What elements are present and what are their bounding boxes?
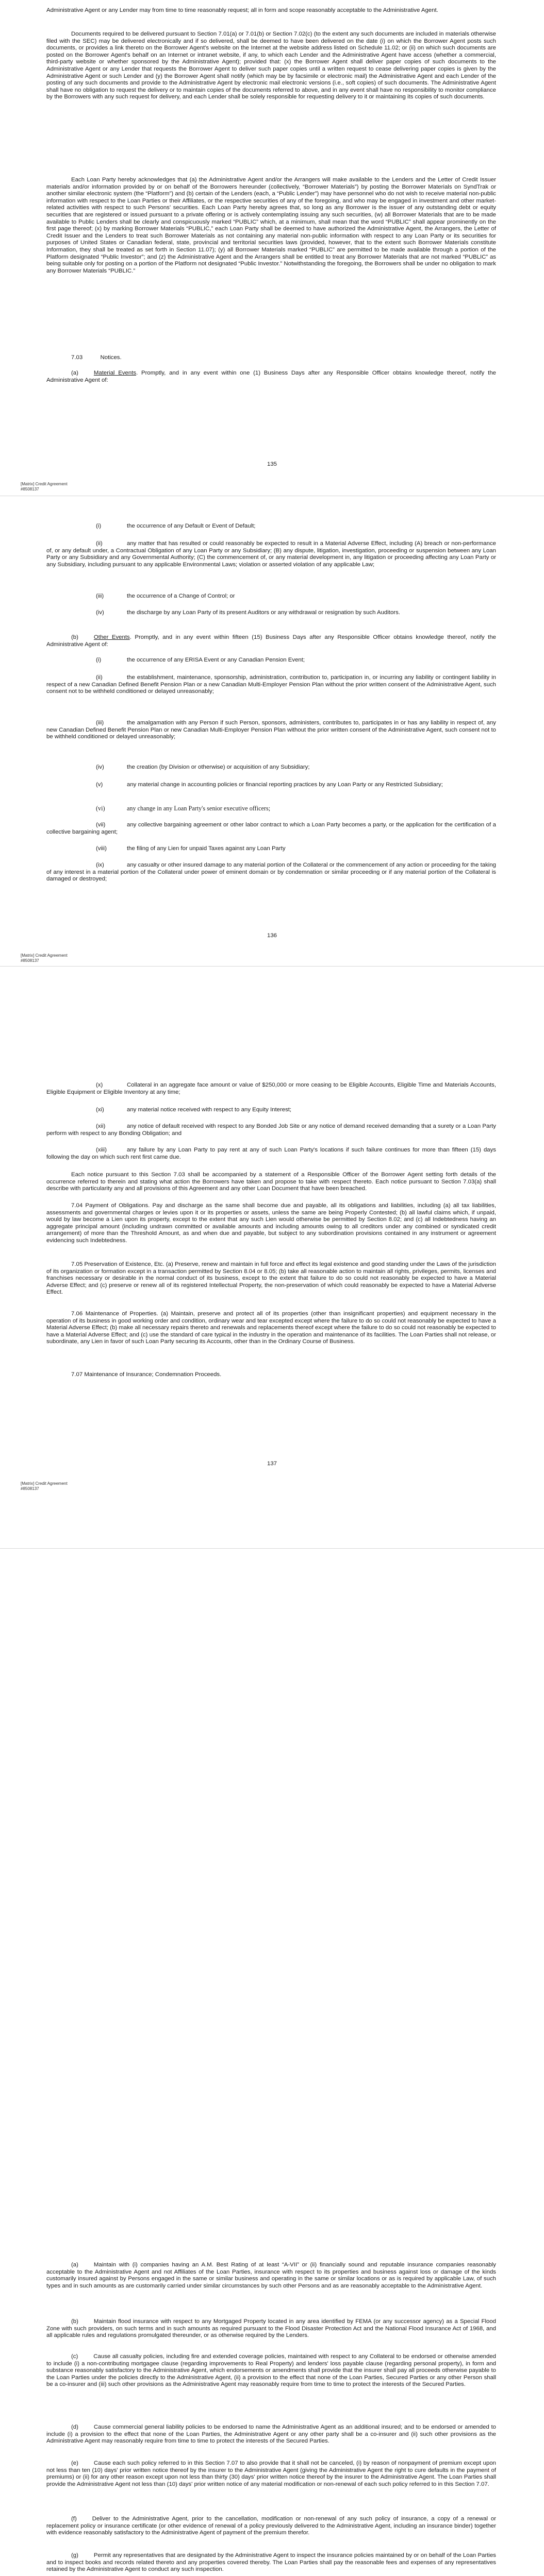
item-text: any collective bargaining agreement or other labor contract to which a Loan Party becomes a party, or the application for the certification of a collective bargaining agent; xyxy=(46,822,496,835)
section-7-07f xyxy=(46,2516,496,2537)
footer xyxy=(21,482,68,492)
section-7-03b xyxy=(46,634,496,648)
item-mark: (v) xyxy=(96,782,103,788)
page-divider xyxy=(0,1548,544,1549)
section-7-05: 7.05 Preservation of Existence, Etc. (a) Preserve, renew and maintain in full force and effect its legal existence and good standing under the Laws of the jurisdiction of its organization or formation except in a transaction permitted by Section 8.04 or 8.05; (b) take all reasonable action to maintain all rights, privileges, permits, licenses and franchises necessary or desirable in the normal conduct of its business, except to the extent that failure to do so could not reasonably be expected to have a Material Adverse Effect; and (c) preserve or renew all of its registered Intellectual Property, the non-preservation of which could reasonably be expected to have a Material Adverse Effect. xyxy=(46,1261,496,1296)
section-7-07a xyxy=(46,2262,496,2290)
item-mark: (iii) xyxy=(96,720,104,726)
clause-mark: (a) xyxy=(71,370,78,376)
list-item xyxy=(46,822,496,836)
item-text: the occurrence of a Change of Control; or xyxy=(127,593,235,599)
item-mark: (ii) xyxy=(96,674,103,681)
list-item xyxy=(46,609,496,617)
item-mark: (iv) xyxy=(96,764,104,770)
item-text: any notice of default received with respect to any Bonded Job Site or any notice of demand received demanding that a surety or a Loan Party perform with respect to any Bonding Obligation; and xyxy=(46,1123,496,1137)
list-item xyxy=(46,1123,496,1137)
item-mark: (xiii) xyxy=(96,1147,107,1153)
list-item xyxy=(46,657,496,664)
intro-paragraph: Administrative Agent or any Lender may from time to time reasonably request; all in form and scope reasonably acceptable to the Administrative Agent. xyxy=(46,7,438,13)
item-mark: (vii) xyxy=(96,822,106,828)
list-item xyxy=(46,1107,496,1114)
item-text: Collateral in an aggregate face amount or value of $250,000 or more ceasing to be Eligible Accounts, Eligible Time and Materials Accounts, Eligible Equipment or Eligible Inventory at any time; xyxy=(46,1082,496,1095)
list-item xyxy=(46,523,496,530)
each-notice-paragraph: Each notice pursuant to this Section 7.03 shall be accompanied by a statement of a Responsible Officer of the Borrower Agent setting forth details of the occurrence referred to therein and stating what action the Borrowers have taken and propose to take with respect thereto. Each notice pursuant to Section 7.03(a) shall describe with particularity any and all provisions of this Agreement and any other Loan Document that have been breached. xyxy=(46,1172,496,1192)
item-mark: (i) xyxy=(96,523,102,529)
list-item xyxy=(46,1082,496,1096)
section-7-07-heading: 7.07 Maintenance of Insurance; Condemnation Proceeds. xyxy=(71,1371,222,1378)
clause-heading: Other Events xyxy=(93,634,130,640)
section-7-07e xyxy=(46,2460,496,2488)
list-item xyxy=(46,805,496,812)
item-text: any casualty or other insured damage to any material portion of the Collateral or the commencement of any action or proceeding for the taking of any interest in a material portion of the Collateral under power of eminent domain or by condemnation or similar proceeding or if any material portion of the Collateral is damaged or destroyed; xyxy=(46,862,496,883)
list-item xyxy=(46,540,496,568)
section-7-07d xyxy=(46,2424,496,2445)
item-text: the discharge by any Loan Party of its present Auditors or any withdrawal or resignation by such Auditors. xyxy=(127,609,400,616)
footer-doc-id: #8508137 xyxy=(21,487,39,492)
list-item xyxy=(46,782,496,789)
footer xyxy=(21,953,68,963)
item-text: any change in any Loan Party's senior executive officers; xyxy=(127,805,271,812)
footer-title: [Matrix] Credit Agreement xyxy=(21,482,68,486)
footer-doc-id: #8508137 xyxy=(21,958,39,963)
item-mark: (vi) xyxy=(96,805,105,812)
clause-text: . Promptly, and in any event within one (1) Business Days after any Responsible Officer obtains knowledge thereof, notify the Administrative Agent of: xyxy=(46,370,497,383)
item-mark: (x) xyxy=(96,1082,103,1088)
item-text: the amalgamation with any Person if such Person, sponsors, administers, contributes to, participates in or has any liability in respect of, any new Canadian Defined Benefit Pension Plan or new Canadian Multi-Employer Pension Plan without the prior written consent of the Administrative Agent, such consent not to be withheld conditioned or delayed unreasonably; xyxy=(46,720,496,740)
clause-mark: (d) xyxy=(71,2424,78,2430)
clause-text: Permit any representatives that are designated by the Administrative Agent to inspect the insurance policies maintained by or on behalf of the Loan Parties and to inspect books and records related thereto and any properties covered thereby. The Loan Parties shall pay the reasonable fees and expenses of any representatives retained by the Administrative Agent to conduct any such inspection. xyxy=(46,2552,496,2573)
section-7-03-heading xyxy=(71,354,521,362)
item-mark: (viii) xyxy=(96,845,107,852)
item-text: any material notice received with respect to any Equity Interest; xyxy=(127,1107,292,1113)
clause-mark: (g) xyxy=(71,2552,78,2558)
item-text: the occurrence of any Default or Event of Default; xyxy=(127,523,256,529)
clause-text: Cause each such policy referred to in this Section 7.07 to also provide that it shall not be canceled, (i) by reason of nonpayment of premium except upon not less than ten (10) days' prior written notice thereof by the insurer to the Administrative Agent (giving the Administrative Agent the right to cure defaults in the payment of premiums) or (ii) for any other reason except upon not less than thirty (30) days' prior written notice thereof by the insurer to the Administrative Agent. The Loan Parties shall provide the Administrative Agent not less than (10) days' prior written notice of any material modification or non-renewal of each such policy referred to in this Section 7.07. xyxy=(46,2460,496,2487)
page-number: 137 xyxy=(267,1461,277,1467)
list-item xyxy=(46,764,496,771)
item-mark: (iii) xyxy=(96,593,104,599)
item-text: any failure by any Loan Party to pay rent at any of such Loan Party's locations if such failure continues for more than fifteen (15) days following the day on which such rent first came due. xyxy=(46,1147,496,1160)
borrower-materials-paragraph: Each Loan Party hereby acknowledges that (a) the Administrative Agent and/or the Arrangers will make available to the Lenders and the Letter of Credit Issuer materials and/or information provided by or on behalf of the Borrowers hereunder (collectively, “Borrower Materials”) by posting the Borrower Materials on SyndTrak or another similar electronic system (the “Platform”) and (b) certain of the Lenders (each, a “Public Lender”) may have personnel who do not wish to receive material non-public information with respect to the Loan Parties or their Affiliates, or the respective securities of any of the foregoing, and who may be engaged in investment and other market-related activities with respect to such Persons' securities. Each Loan Party hereby agrees that, so long as any Borrower is the issuer of any outstanding debt or equity securities that are registered or issued pursuant to a private offering or is actively contemplating issuing any such securities, (w) all Borrower Materials that are to be made available to Public Lenders shall be clearly and conspicuously marked “PUBLIC” which, at a minimum, shall mean that the word “PUBLIC” shall appear prominently on the first page thereof; (x) by marking Borrower Materials “PUBLIC,” each Loan Party shall be deemed to have authorized the Administrative Agent, the Arrangers, the Letter of Credit Issuer and the Lenders to treat such Borrower Materials as not containing any material non-public information with respect to any Loan Party or its securities for purposes of United States or Canadian federal, state, provincial and territorial securities laws (provided, however, that to the extent such Borrower Materials constitute Information, they shall be treated as set forth in Section 11.07); (y) all Borrower Materials marked “PUBLIC” are permitted to be made available through a portion of the Platform designated “Public Investor”; and (z) the Administrative Agent and the Arrangers shall be entitled to treat any Borrower Materials that are not marked “PUBLIC” as being suitable only for posting on a portion of the Platform not designated “Public Investor.” Notwithstanding the foregoing, the Borrowers shall be under no obligation to mark any Borrower Materials “PUBLIC.” xyxy=(46,177,496,274)
clause-text: Maintain with (i) companies having an A.M. Best Rating of at least “A-VII” or (ii) financially sound and reputable insurance companies reasonably acceptable to the Administrative Agent and not Affiliates of the Loan Parties, insurance with respect to its properties and business against loss or damage of the kinds customarily insured against by Persons engaged in the same or similar business and operating in the same or similar locations or as is required by applicable Law, of such types and in such amounts as are customarily carried under similar circumstances by such other Persons and as are reasonably acceptable to the Administrative Agent. xyxy=(46,2262,496,2289)
list-item xyxy=(46,593,496,600)
item-text: any matter that has resulted or could reasonably be expected to result in a Material Adverse Effect, including (A) breach or non-performance of, or any default under, a Contractual Obligation of any Loan Party or any Subsidiary; (B) any dispute, litigation, investigation, proceeding or suspension between any Loan Party or any Subsidiary and any Governmental Authority; (C) the commencement of, or any material development in, any litigation or proceeding affecting any Loan Party or any Subsidiary, including pursuant to any applicable Environmental Laws; violation or asserted violation of any applicable Law; xyxy=(46,540,496,568)
clause-text: Deliver to the Administrative Agent, prior to the cancellation, modification or non-renewal of any such policy of insurance, a copy of a renewal or replacement policy or insurance certificate (or other evidence of renewal of a policy previously delivered to the Administrative Agent, including an insurance binder) together with evidence reasonably satisfactory to the Administrative Agent of payment of the premium therefor. xyxy=(46,2516,496,2536)
item-mark: (i) xyxy=(96,657,102,663)
clause-mark: (f) xyxy=(71,2516,77,2522)
section-7-06: 7.06 Maintenance of Properties. (a) Maintain, preserve and protect all of its properties (other than insignificant properties) and equipment necessary in the operation of its business in good working order and condition, ordinary wear and tear excepted except where the failure to do so could not reasonably be expected to have a Material Adverse Effect; (b) make all necessary repairs thereto and renewals and replacements thereof except where the failure to do so could not reasonably be expected to have a Material Adverse Effect; and (c) use the standard of care typical in the industry in the operation and maintenance of its facilities. The Loan Parties shall not release, or subordinate, any Lien in favor of such Loan Party securing its Accounts, other than in the Ordinary Course of Business. xyxy=(46,1311,496,1345)
section-7-04: 7.04 Payment of Obligations. Pay and discharge as the same shall become due and payable, all its obligations and liabilities, including (a) all tax liabilities, assessments and governmental charges or levies upon it or its properties or assets, unless the same are being Properly Contested; (b) all lawful claims which, if unpaid, would by law become a Lien upon its property, except to the extent that any such Lien would otherwise be permitted by Section 8.02; and (c) all Indebtedness having an aggregate principal amount (including undrawn committed or available amounts and including amounts owing to all creditors under any combined or syndicated credit arrangement) of more than the Threshold Amount, as and when due and payable, but subject to any subordination provisions contained in any instrument or agreement evidencing such Indebtedness. xyxy=(46,1202,496,1244)
page-divider xyxy=(0,966,544,967)
clause-heading: Material Events xyxy=(93,370,137,376)
footer xyxy=(21,1481,68,1492)
list-item xyxy=(46,1147,496,1161)
clause-mark: (e) xyxy=(71,2460,78,2466)
item-text: the filing of any Lien for unpaid Taxes against any Loan Party xyxy=(127,845,286,852)
clause-text: Cause commercial general liability policies to be endorsed to name the Administrative Agent as an additional insured; and to be endorsed or amended to include (i) a provision to the effect that none of the Loan Parties, the Administrative Agent or any other party shall be a co-insurer and (ii) such other provisions as the Administrative Agent may reasonably require from time to time to protect the interests of the Secured Parties. xyxy=(46,2424,496,2445)
list-item xyxy=(46,845,496,853)
list-item xyxy=(46,720,496,741)
item-text: any material change in accounting policies or financial reporting practices by any Loan Party or any Restricted Subsidiary; xyxy=(127,782,443,788)
section-7-07c xyxy=(46,2353,496,2388)
page-number: 136 xyxy=(267,933,277,939)
clause-mark: (b) xyxy=(71,634,78,640)
item-text: the creation (by Division or otherwise) or acquisition of any Subsidiary; xyxy=(127,764,310,770)
section-7-07b xyxy=(46,2318,496,2340)
footer-title: [Matrix] Credit Agreement xyxy=(21,953,68,958)
item-mark: (ii) xyxy=(96,540,103,547)
section-title: Notices. xyxy=(100,354,122,361)
item-mark: (ix) xyxy=(96,862,104,868)
footer-title: [Matrix] Credit Agreement xyxy=(21,1481,68,1486)
clause-mark: (a) xyxy=(71,2262,78,2268)
clause-text: Maintain flood insurance with respect to any Mortgaged Property located in any area identified by FEMA (or any successor agency) as a Special Flood Zone with such providers, on such terms and in such amounts as required pursuant to the Flood Disaster Protection Act and the National Flood Insurance Act of 1968, and all applicable rules and regulations promulgated thereunder, or as otherwise required by the Lenders. xyxy=(46,2318,496,2339)
clause-mark: (b) xyxy=(71,2318,78,2325)
section-7-03a xyxy=(46,370,496,384)
item-text: the establishment, maintenance, sponsorship, administration, contribution to, participation in, or incurring any liability or contingent liability in respect of a new Canadian Defined Benefit Pension Plan or a new Canadian Multi-Employer Pension Plan without the prior written consent of the Administrative Agent, such consent not to be withheld conditioned or delayed unreasonably; xyxy=(46,674,496,695)
footer-doc-id: #8508137 xyxy=(21,1486,39,1491)
clause-mark: (c) xyxy=(71,2353,78,2360)
section-7-07g xyxy=(46,2552,496,2573)
clause-text: Cause all casualty policies, including fire and extended coverage policies, maintained with respect to any Collateral to be endorsed or otherwise amended to include (i) a non-contributing mortgagee clause (regarding improvements to Real Property) and lenders' loss payable clause (regarding personal property), in form and substance reasonably satisfactory to the Administrative Agent, which endorsements or amendments shall provide that the insurer shall pay all proceeds otherwise payable to the Loan Parties under the policies directly to the Administrative Agent, (ii) a provision to the effect that none of the Loan Parties, Secured Parties or any other Person shall be a co-insurer and (iii) such other provisions as the Administrative Agent may reasonably require from time to time to protect the interests of the Secured Parties. xyxy=(46,2353,496,2388)
documents-required-paragraph: Documents required to be delivered pursuant to Section 7.01(a) or 7.01(b) or Section 7.02(c) (to the extent any such documents are included in materials otherwise filed with the SEC) may be delivered electronically and if so delivered, shall be deemed to have been delivered on the date (i) on which the Borrower Agent posts such documents, or provides a link thereto on the Borrower Agent's website on the Internet at the website address listed on Schedule 11.02; or (ii) on which such documents are posted on the Borrower Agent's behalf on an Internet or intranet website, if any, to which each Lender and the Administrative Agent have access (whether a commercial, third-party website or whether sponsored by the Administrative Agent); provided that: (x) the Borrower Agent shall deliver paper copies of such documents to the Administrative Agent or any Lender that requests the Borrower Agent to deliver such paper copies until a written request to cease delivering paper copies is given by the Administrative Agent or such Lender and (y) the Borrower Agent shall notify (which may be by facsimile or electronic mail) the Administrative Agent and each Lender of the posting of any such documents and provide to the Administrative Agent by electronic mail electronic versions (i.e., soft copies) of such documents. The Administrative Agent shall have no obligation to request the delivery or to maintain copies of the documents referred to above, and in any event shall have no responsibility to monitor compliance by the Borrowers with any such request for delivery, and each Lender shall be solely responsible for requesting delivery to it or maintaining its copies of such documents. xyxy=(46,31,496,100)
list-item xyxy=(46,674,496,696)
page-138 xyxy=(0,1551,544,2576)
page-number: 135 xyxy=(267,461,277,467)
clause-text: . Promptly, and in any event within fifteen (15) Business Days after any Responsible Officer obtains knowledge thereof, notify the Administrative Agent of: xyxy=(46,634,496,648)
section-number: 7.03 xyxy=(71,354,83,361)
item-mark: (xii) xyxy=(96,1123,106,1129)
list-item xyxy=(46,862,496,883)
item-mark: (xi) xyxy=(96,1107,104,1113)
item-text: the occurrence of any ERISA Event or any Canadian Pension Event; xyxy=(127,657,305,663)
item-mark: (iv) xyxy=(96,609,104,616)
